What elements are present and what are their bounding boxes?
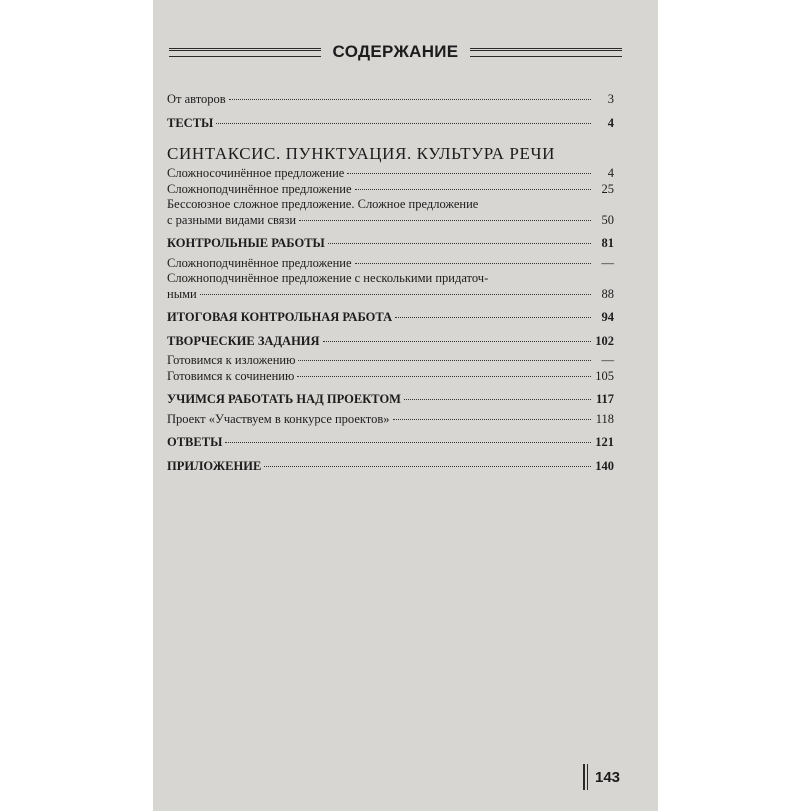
- toc-entry-title: ТВОРЧЕСКИЕ ЗАДАНИЯ: [167, 333, 320, 348]
- toc-entry-page: —: [601, 255, 614, 270]
- leader-dots: [404, 399, 591, 400]
- leader-dots: [395, 317, 591, 318]
- page-number-block: [583, 764, 620, 790]
- section-heading: СИНТАКСИС. ПУНКТУАЦИЯ. КУЛЬТУРА РЕЧИ: [167, 144, 555, 163]
- toc-entry-title: Сложносочинённое предложение: [167, 166, 345, 180]
- toc-entry-summary: [167, 353, 614, 369]
- toc-entry-complex-2: [167, 256, 614, 272]
- toc-entry-essay: [167, 369, 614, 385]
- toc-entry-tests: [167, 116, 614, 132]
- leader-dots: [347, 173, 591, 174]
- leader-dots: [355, 189, 591, 190]
- header-rule-left: [169, 48, 321, 57]
- toc-entry-page: —: [601, 353, 614, 367]
- toc-header: [169, 40, 622, 64]
- leader-dots: [393, 419, 592, 420]
- toc-entry-page: 105: [595, 368, 614, 383]
- toc-entry-title: ИТОГОВАЯ КОНТРОЛЬНАЯ РАБОТА: [167, 310, 393, 324]
- toc-entry-title: ными: [167, 286, 197, 301]
- toc-entry-page: 88: [601, 286, 614, 301]
- table-of-contents: [167, 92, 614, 474]
- toc-entry-authors: [167, 92, 614, 108]
- toc-entry-control: [167, 236, 614, 252]
- toc-entry-asyndetic-line1: Бессоюзное сложное предложение. Сложное предложение: [167, 197, 479, 211]
- leader-dots: [200, 294, 591, 295]
- toc-entry-asyndetic: [167, 213, 614, 229]
- toc-entry-answers: [167, 435, 614, 451]
- toc-entry-page: 117: [595, 392, 614, 406]
- leader-dots: [229, 99, 591, 100]
- toc-entry-complex: [167, 182, 614, 198]
- book-page: [153, 0, 658, 811]
- toc-entry-title: Проект «Участвуем в конкурсе проектов»: [167, 411, 390, 426]
- toc-entry-title: ПРИЛОЖЕНИЕ: [167, 458, 262, 473]
- toc-entry-contest: [167, 412, 614, 428]
- toc-entry-page: 50: [601, 212, 614, 227]
- toc-entry-page: 3: [607, 92, 614, 106]
- toc-entry-title: Сложноподчинённое предложение: [167, 255, 352, 270]
- toc-entry-title: КОНТРОЛЬНЫЕ РАБОТЫ: [167, 236, 325, 250]
- leader-dots: [216, 123, 591, 124]
- toc-entry-page: 118: [595, 411, 614, 426]
- toc-entry-title: ОТВЕТЫ: [167, 435, 223, 449]
- header-rule-right: [470, 48, 622, 57]
- toc-entry-compound: [167, 166, 614, 182]
- toc-entry-complex-3: [167, 287, 614, 303]
- toc-entry-title: с разными видами связи: [167, 212, 297, 227]
- toc-entry-page: 140: [595, 458, 614, 473]
- toc-entry-complex-3-line1: Сложноподчинённое предложение с несколькими придаточ-: [167, 271, 489, 285]
- toc-entry-title: От авторов: [167, 92, 226, 106]
- toc-entry-appendix: [167, 459, 614, 475]
- toc-entry-page: 81: [601, 236, 614, 250]
- leader-dots: [323, 341, 591, 342]
- page-number-rule: [583, 764, 585, 790]
- toc-entry-title: ТЕСТЫ: [167, 115, 214, 130]
- leader-dots: [297, 376, 591, 377]
- toc-entry-project: [167, 392, 614, 408]
- leader-dots: [355, 263, 591, 264]
- page-number: 143: [595, 768, 621, 786]
- toc-entry-title: Готовимся к сочинению: [167, 368, 295, 383]
- page-number-rule-thin: [587, 764, 588, 790]
- toc-entry-page: 4: [607, 115, 614, 130]
- leader-dots: [264, 466, 591, 467]
- leader-dots: [328, 243, 591, 244]
- toc-entry-final: [167, 310, 614, 326]
- toc-entry-title: УЧИМСЯ РАБОТАТЬ НАД ПРОЕКТОМ: [167, 392, 401, 406]
- toc-entry-title: Готовимся к изложению: [167, 353, 296, 367]
- leader-dots: [298, 360, 591, 361]
- toc-entry-page: 4: [607, 166, 614, 180]
- toc-entry-page: 25: [601, 181, 614, 196]
- toc-entry-page: 94: [601, 310, 614, 324]
- leader-dots: [225, 442, 591, 443]
- toc-entry-creative: [167, 334, 614, 350]
- leader-dots: [299, 220, 591, 221]
- toc-entry-page: 121: [595, 435, 614, 449]
- toc-entry-title: Сложноподчинённое предложение: [167, 181, 352, 196]
- toc-entry-page: 102: [595, 333, 614, 348]
- page-title: СОДЕРЖАНИЕ: [332, 42, 459, 61]
